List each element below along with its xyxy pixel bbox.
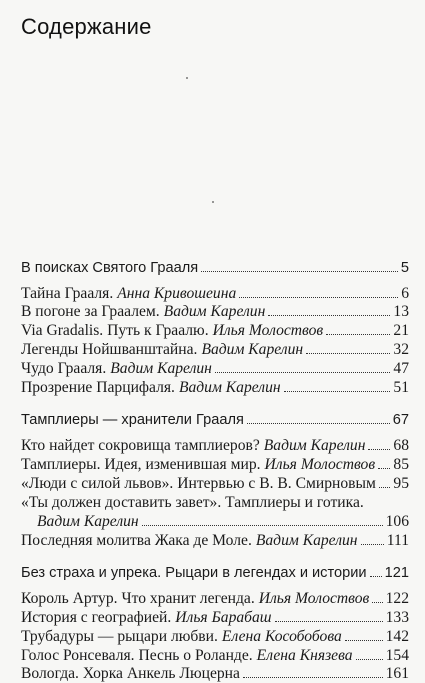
entry-title: Последняя молитва Жака де Моле. <box>21 532 252 549</box>
dot-leader <box>306 353 390 354</box>
entry-author: Илья Молоствов <box>264 456 376 473</box>
toc-section-heading[interactable] <box>21 564 409 582</box>
page-number: 47 <box>393 360 409 377</box>
entry-author: Елена Князева <box>256 647 353 664</box>
toc-entry[interactable] <box>21 532 409 550</box>
page-number: 133 <box>385 609 409 626</box>
entry-title: Прозрение Парцифаля. <box>21 379 175 396</box>
entry-title: Тайна Грааля. <box>21 285 114 302</box>
toc-entry[interactable] <box>21 609 409 627</box>
print-speck <box>186 77 188 79</box>
dot-leader <box>379 487 391 488</box>
dot-leader <box>372 602 382 603</box>
toc-entry[interactable] <box>21 494 409 512</box>
print-speck <box>212 201 214 203</box>
toc-entry[interactable] <box>21 456 409 474</box>
dot-leader <box>239 297 398 298</box>
page-number: 5 <box>400 260 409 276</box>
entry-title: Via Gradalis. Путь к Граалю. <box>21 322 209 339</box>
entry-author: Елена Кособобова <box>221 628 342 645</box>
toc-entry[interactable] <box>21 665 409 683</box>
dot-leader <box>361 544 384 545</box>
entry-title: Тамплиеры. Идея, изменившая мир. <box>21 456 261 473</box>
page-number: 13 <box>393 303 409 320</box>
toc-section-heading[interactable] <box>21 259 409 277</box>
page-number: 106 <box>385 513 409 530</box>
toc-entry[interactable] <box>21 360 409 378</box>
dot-leader <box>368 449 390 450</box>
page-number: 122 <box>385 590 409 607</box>
toc-entry[interactable] <box>21 379 409 397</box>
page-number: 6 <box>401 285 409 302</box>
entry-author: Вадим Карелин <box>163 303 266 320</box>
toc-entry[interactable] <box>21 341 409 359</box>
dot-leader <box>142 525 383 526</box>
entry-author: Вадим Карелин <box>178 379 281 396</box>
dot-leader <box>215 372 390 373</box>
entry-title: Легенды Нойшванштайна. <box>21 341 198 358</box>
entry-title: «Люди с силой львов». Интервью с В. В. Смирновым <box>21 475 376 492</box>
section-title: В поисках Святого Грааля <box>21 260 199 276</box>
entry-title: В погоне за Граалем. <box>21 303 160 320</box>
toc-section-heading[interactable] <box>21 411 409 429</box>
dot-leader <box>378 468 390 469</box>
entry-author: Илья Молоствов <box>258 590 370 607</box>
dot-leader <box>268 315 390 316</box>
entry-title: «Ты должен доставить завет». Тамплиеры и готика. <box>21 494 364 511</box>
page-number: 21 <box>393 322 409 339</box>
dot-leader <box>247 423 390 424</box>
page-number: 95 <box>393 475 409 492</box>
entry-author: Вадим Карелин <box>110 360 212 377</box>
page-number: 142 <box>385 628 409 645</box>
dot-leader <box>326 334 390 335</box>
dot-leader <box>284 391 391 392</box>
page-number: 32 <box>393 341 409 358</box>
toc-entry[interactable] <box>21 647 409 665</box>
toc-entry[interactable] <box>21 303 409 321</box>
toc-entry[interactable] <box>21 322 409 340</box>
entry-author: Вадим Карелин <box>255 532 358 549</box>
entry-title: Вологда. Хорка Анкель Люцерна <box>21 665 240 682</box>
entry-author: Илья Барабаш <box>175 609 272 626</box>
entry-author: Вадим Карелин <box>37 513 139 530</box>
toc-entry-continuation[interactable] <box>37 513 409 531</box>
page-number: 121 <box>384 565 409 581</box>
page-number: 111 <box>386 532 409 549</box>
entry-title: Трубадуры — рыцари любви. <box>21 628 218 645</box>
entry-author: Вадим Карелин <box>201 341 304 358</box>
dot-leader <box>345 640 383 641</box>
dot-leader <box>201 271 398 272</box>
toc-entry[interactable] <box>21 628 409 646</box>
page-number: 68 <box>393 437 409 454</box>
page-number: 67 <box>392 412 409 428</box>
entry-title: Чудо Грааля. <box>21 360 107 377</box>
entry-author: Вадим Карелин <box>263 437 366 454</box>
toc-entry[interactable] <box>21 285 409 303</box>
toc-entry[interactable] <box>21 437 409 455</box>
page-number: 51 <box>393 379 409 396</box>
entry-title: История с географией. <box>21 609 172 626</box>
dot-leader <box>370 576 382 577</box>
section-title: Без страха и упрека. Рыцари в легендах и истории <box>21 565 367 581</box>
entry-author: Илья Молоствов <box>212 322 324 339</box>
page-number: 85 <box>393 456 409 473</box>
toc-entry[interactable] <box>21 475 409 493</box>
entry-author: Анна Кривошеина <box>117 285 237 302</box>
section-title: Тамплиеры — хранители Грааля <box>21 412 244 428</box>
entry-title: Голос Ронсеваля. Песнь о Роланде. <box>21 647 253 664</box>
toc-entry[interactable] <box>21 590 409 608</box>
dot-leader <box>275 621 383 622</box>
page-number: 154 <box>385 647 409 664</box>
entry-title: Кто найдет сокровища тамплиеров? <box>21 437 260 454</box>
dot-leader <box>356 659 383 660</box>
entry-title: Король Артур. Что хранит легенда. <box>21 590 255 607</box>
page-number: 161 <box>385 665 409 682</box>
page-title: Содержание <box>21 14 152 39</box>
